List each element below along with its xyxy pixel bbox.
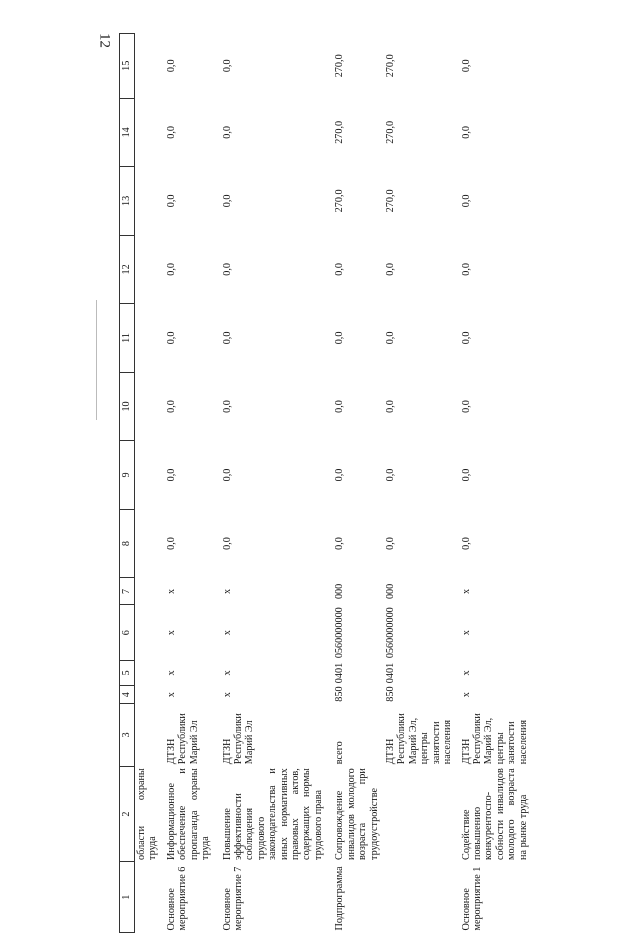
cell-grbs: 850 (385, 686, 397, 702)
cell-value: 0,0 (221, 194, 233, 208)
cell-vr (135, 578, 160, 605)
cell-rzpr: 0401 (385, 662, 397, 684)
cell-value: 270,0 (334, 189, 346, 213)
cell-value: 0,0 (221, 125, 233, 139)
cell-value: 0,0 (165, 194, 177, 208)
cell-value: 0,0 (385, 331, 397, 345)
cell-csr: х (221, 630, 233, 636)
cell-value: 0,0 (221, 400, 233, 413)
cell-value: 0,0 (165, 400, 177, 413)
cell-status (135, 862, 160, 933)
cell-name: Повышение эффективности соблюдения трудового законодательства и иных нормативных правовых актов, содержащих нормы трудового права (221, 768, 324, 860)
cell-value: 0,0 (334, 468, 346, 482)
cell-value: 0,0 (165, 468, 177, 482)
column-header: 11 (120, 304, 135, 373)
cell-value: 0,0 (460, 537, 472, 550)
column-header: 6 (120, 605, 135, 660)
cell-value: 0,0 (385, 400, 397, 413)
column-header: 13 (120, 167, 135, 236)
cell-value (135, 167, 160, 236)
cell-rzpr: х (165, 670, 177, 676)
cell-value: 0,0 (460, 194, 472, 208)
column-number-row (120, 34, 135, 933)
table-row (328, 34, 384, 933)
cell-value: 0,0 (385, 468, 397, 482)
column-header: 3 (120, 704, 135, 766)
column-header: 12 (120, 235, 135, 304)
cell-value: 270,0 (385, 54, 397, 78)
cell-name: области охраны труда (136, 768, 159, 860)
cell-value: 0,0 (221, 468, 233, 482)
cell-value: 0,0 (460, 59, 472, 73)
cell-vr: х (460, 588, 472, 594)
cell-vr: х (165, 588, 177, 594)
cell-rzpr (135, 660, 160, 685)
cell-rzpr: 0401 (334, 662, 346, 684)
cell-status: Подпрограмма (334, 866, 346, 931)
table-row (135, 34, 160, 933)
cell-value: 0,0 (385, 263, 397, 276)
cell-csr: х (460, 630, 472, 636)
cell-status: Основное мероприятие 1 (460, 866, 483, 931)
table-row (384, 34, 455, 933)
column-header: 2 (120, 766, 135, 862)
cell-value: 0,0 (165, 263, 177, 276)
cell-executor: всего (334, 741, 346, 765)
budget-table (119, 33, 533, 933)
column-header: 4 (120, 686, 135, 704)
cell-name: Информационное обеспечение и пропаганда охраны труда (165, 768, 212, 860)
cell-status: Основное мероприятие 7 (221, 866, 244, 931)
cell-grbs: 850 (334, 686, 346, 702)
cell-value: 0,0 (460, 125, 472, 139)
cell-status: Основное мероприятие 6 (165, 866, 189, 931)
cell-value: 0,0 (385, 537, 397, 550)
column-header: 15 (120, 34, 135, 99)
cell-value: 0,0 (165, 331, 177, 345)
cell-grbs (135, 686, 160, 704)
cell-value: 0,0 (221, 331, 233, 345)
scan-artifact (96, 300, 97, 420)
cell-executor: ДТЗН Республики Марий Эл (165, 713, 200, 765)
cell-grbs: х (460, 692, 472, 698)
column-header: 8 (120, 509, 135, 578)
cell-value: 0,0 (460, 400, 472, 413)
rotated-table-sheet (119, 33, 529, 933)
cell-value: 0,0 (221, 537, 233, 550)
cell-executor (135, 704, 160, 766)
cell-value (135, 34, 160, 99)
cell-value (135, 98, 160, 167)
cell-name: Содействие повышению конкурентоспо-собности инвалидов молодого возраста на рынке труда (460, 768, 529, 860)
cell-rzpr: х (460, 670, 472, 676)
cell-value: 0,0 (165, 125, 177, 139)
cell-name: Сопровождение инвалидов молодого возраста при трудоустройстве (334, 768, 380, 860)
table-row (455, 34, 534, 933)
cell-name (384, 766, 455, 862)
cell-executor: ДТЗН Республики Марий Эл, центры занятости населения (460, 713, 529, 765)
cell-value: 0,0 (334, 331, 346, 345)
page-number: 12 (96, 33, 113, 48)
cell-value: 0,0 (334, 537, 346, 550)
cell-value: 0,0 (165, 59, 177, 73)
cell-value (135, 235, 160, 304)
cell-value: 0,0 (165, 537, 177, 550)
column-header: 1 (120, 862, 135, 933)
cell-value: 270,0 (334, 120, 346, 144)
cell-csr (135, 605, 160, 660)
column-header: 10 (120, 372, 135, 441)
cell-value: 270,0 (385, 120, 397, 144)
cell-value: 0,0 (460, 468, 472, 482)
cell-vr: 000 (334, 583, 346, 600)
cell-vr: х (221, 588, 233, 594)
cell-csr: 0560000000 (385, 607, 397, 659)
cell-rzpr: х (221, 670, 233, 676)
cell-value (135, 372, 160, 441)
cell-value: 0,0 (221, 59, 233, 73)
cell-vr: 000 (385, 583, 397, 600)
column-header: 5 (120, 660, 135, 685)
cell-status (384, 862, 455, 933)
cell-grbs: х (165, 692, 177, 698)
cell-csr: 0560000000 (334, 607, 346, 659)
cell-csr: х (165, 630, 177, 636)
cell-value (135, 509, 160, 578)
cell-value: 270,0 (334, 54, 346, 78)
cell-value: 0,0 (460, 331, 472, 345)
column-header: 9 (120, 441, 135, 510)
cell-executor: ДТЗН Республики Марий Эл, центры занятости населения (385, 713, 454, 765)
column-header: 14 (120, 98, 135, 167)
cell-executor: ДТЗН Республики Марий Эл (221, 713, 256, 765)
cell-value: 270,0 (385, 189, 397, 213)
cell-value (135, 441, 160, 510)
table-row (160, 34, 216, 933)
cell-value: 0,0 (334, 263, 346, 276)
cell-value: 0,0 (334, 400, 346, 413)
cell-value: 0,0 (221, 263, 233, 276)
column-header: 7 (120, 578, 135, 605)
cell-value: 0,0 (460, 263, 472, 276)
cell-grbs: х (221, 692, 233, 698)
table-row (216, 34, 329, 933)
cell-value (135, 304, 160, 373)
